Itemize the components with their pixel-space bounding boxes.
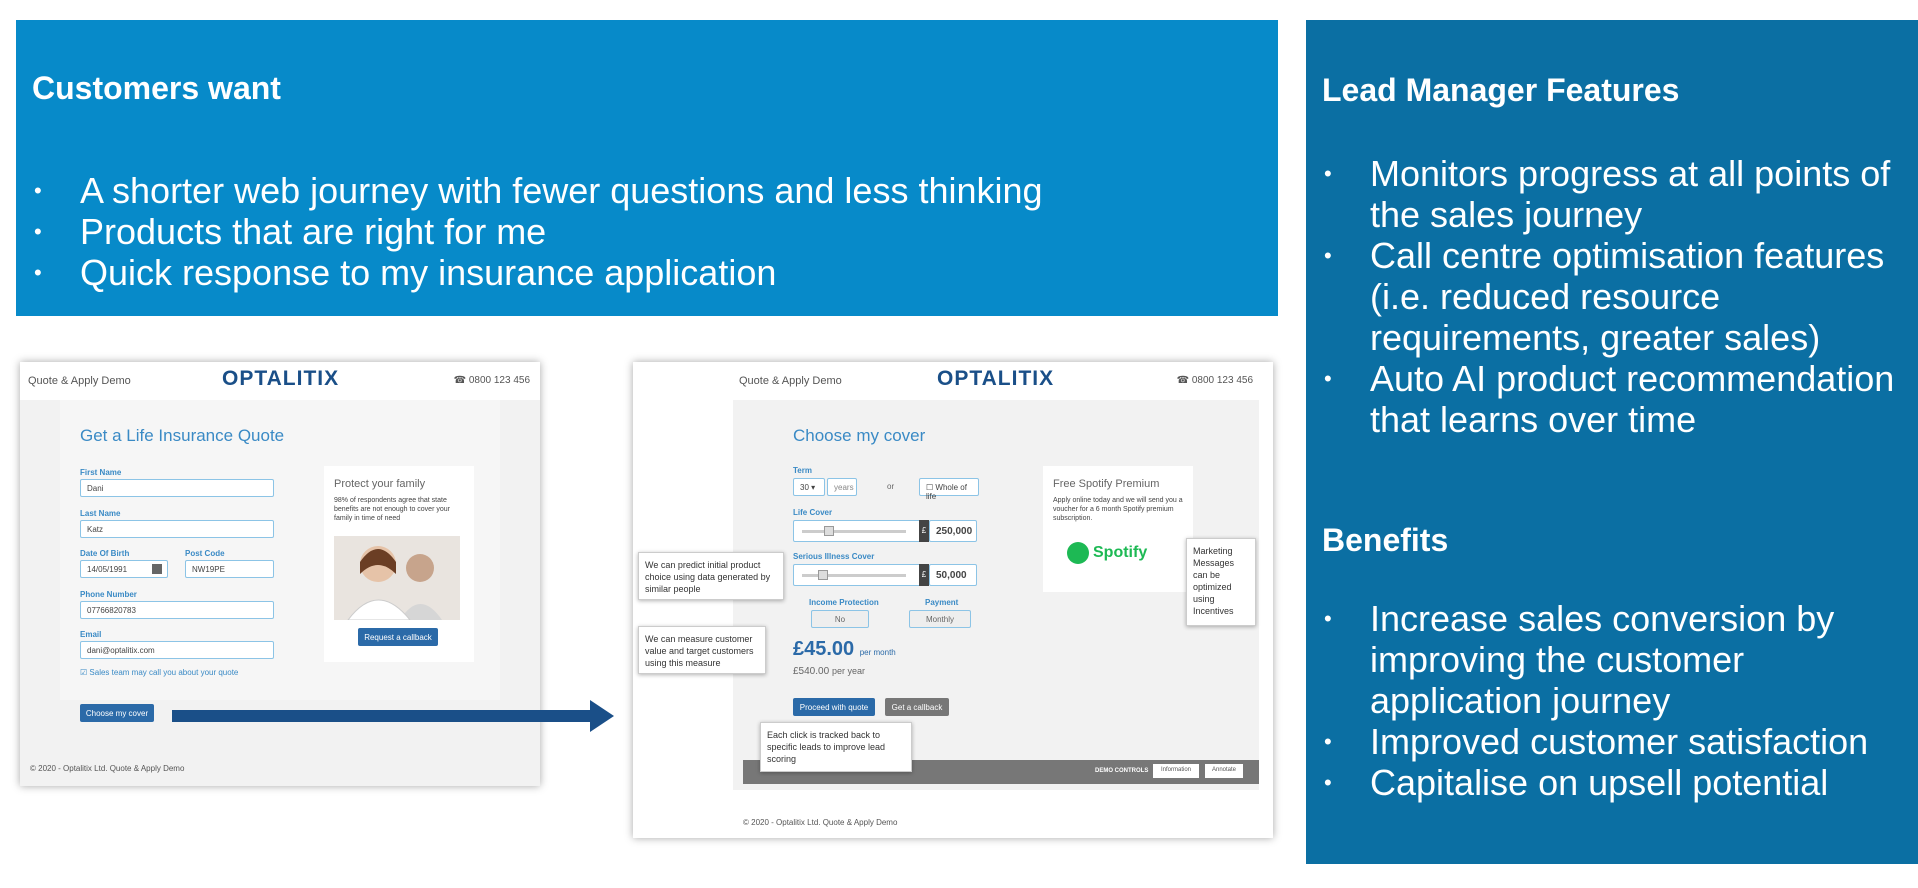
cover-title: Choose my cover xyxy=(793,426,926,445)
choose-cover-screenshot xyxy=(633,362,1273,838)
form-title: Get a Life Insurance Quote xyxy=(80,426,285,445)
choose-cover-button[interactable]: Choose my cover xyxy=(80,704,154,722)
benefits-title: Benefits xyxy=(1322,522,1449,558)
list-item: • Monitors progress at all points of the sales journey xyxy=(1324,153,1891,235)
email-field[interactable]: dani@optalitix.com xyxy=(80,641,274,659)
proceed-button[interactable]: Proceed with quote xyxy=(793,698,875,716)
payment-toggle[interactable]: Monthly xyxy=(909,610,971,628)
flow-arrow xyxy=(170,698,618,734)
screenshot-footer: © 2020 - Optalitix Ltd. Quote & Apply Demo xyxy=(30,764,185,773)
income-protection-toggle[interactable]: No xyxy=(811,610,869,628)
serious-illness-slider[interactable] xyxy=(793,564,923,586)
serious-illness-value[interactable]: 50,000 xyxy=(929,564,977,586)
optalitix-logo: OPTALITIX xyxy=(937,367,1055,390)
list-item: • Call centre optimisation features (i.e. reduced resource requirements, greater sales) xyxy=(1324,235,1885,358)
request-callback-button[interactable]: Request a callback xyxy=(358,628,438,646)
annotation-note-value: We can measure customer value and target customers using this measure xyxy=(638,626,766,674)
annotate-button[interactable]: Annotate xyxy=(1205,764,1243,778)
serious-illness-label: Serious Illness Cover xyxy=(793,552,875,561)
header-title: Quote & Apply Demo xyxy=(739,375,842,387)
postcode-field[interactable]: NW19PE xyxy=(185,560,274,578)
screenshot-header xyxy=(633,362,1273,400)
demo-controls-label: DEMO CONTROLS xyxy=(1095,768,1149,774)
phone-label: Phone Number xyxy=(80,590,137,599)
last-name-field[interactable]: Katz xyxy=(80,520,274,538)
call-centre-photo xyxy=(334,536,460,620)
lead-manager-panel xyxy=(1306,20,1918,864)
features-title: Lead Manager Features xyxy=(1322,72,1680,108)
slider-handle[interactable] xyxy=(824,526,834,536)
term-unit: years xyxy=(827,478,857,496)
customers-want-list xyxy=(32,170,1043,293)
first-name-field[interactable]: Dani xyxy=(80,479,274,497)
currency-label: £ xyxy=(919,564,929,586)
or-label: or xyxy=(887,482,895,491)
life-cover-value[interactable]: 250,000 xyxy=(929,520,977,542)
promo-title: Free Spotify Premium xyxy=(1053,478,1160,490)
promo-text: Apply online today and we will send you a voucher for a 6 month Spotify premium subscription. xyxy=(1053,497,1183,522)
annotation-note-tracking: Each click is tracked back to specific leads to improve lead scoring xyxy=(760,722,912,772)
email-label: Email xyxy=(80,630,102,639)
banner-title: Customers want xyxy=(32,70,281,106)
promo-text: 98% of respondents agree that state benefits are not enough to cover your family in time of need xyxy=(334,497,450,522)
currency-label: £ xyxy=(919,520,929,542)
slider-handle[interactable] xyxy=(818,570,828,580)
annotation-note-prediction: We can predict initial product choice using data generated by similar people xyxy=(638,552,784,600)
dob-label: Date Of Birth xyxy=(80,549,130,558)
term-label: Term xyxy=(793,466,812,475)
benefits-list xyxy=(1322,598,1912,803)
list-item: • A shorter web journey with fewer questions and less thinking xyxy=(34,170,1043,211)
dob-field[interactable]: 14/05/1991 xyxy=(80,560,168,578)
spotify-logo: Spotify xyxy=(1093,544,1148,561)
header-title: Quote & Apply Demo xyxy=(28,375,131,387)
monthly-price: £45.00 per month xyxy=(793,638,896,660)
get-callback-button[interactable]: Get a callback xyxy=(885,698,949,716)
screenshot-footer: © 2020 - Optalitix Ltd. Quote & Apply Demo xyxy=(743,818,898,827)
list-item: • Auto AI product recommendation that learns over time xyxy=(1324,358,1895,440)
life-cover-label: Life Cover xyxy=(793,508,833,517)
first-name-label: First Name xyxy=(80,468,122,477)
payment-label: Payment xyxy=(925,598,959,607)
promo-title: Protect your family xyxy=(334,478,426,490)
postcode-label: Post Code xyxy=(185,549,225,558)
consent-checkbox[interactable]: ☑ Sales team may call you about your quote xyxy=(80,668,239,677)
list-item: • Improved customer satisfaction xyxy=(1324,721,1869,762)
calendar-icon[interactable] xyxy=(152,564,162,574)
list-item: • Capitalise on upsell potential xyxy=(1324,762,1829,803)
yearly-price: £540.00 per year xyxy=(793,666,865,677)
header-phone: ☎ 0800 123 456 xyxy=(453,375,530,386)
optalitix-logo: OPTALITIX xyxy=(222,367,340,390)
features-list xyxy=(1322,153,1912,440)
life-cover-slider[interactable] xyxy=(793,520,923,542)
income-protection-label: Income Protection xyxy=(809,598,879,607)
spotify-icon xyxy=(1067,542,1089,564)
information-button[interactable]: Information xyxy=(1153,764,1199,778)
term-select[interactable]: 30 ▾ xyxy=(793,478,825,496)
whole-of-life-checkbox[interactable]: ☐ Whole of life xyxy=(919,478,979,496)
list-item: • Products that are right for me xyxy=(34,211,547,252)
customers-want-banner xyxy=(16,20,1278,316)
last-name-label: Last Name xyxy=(80,509,121,518)
header-phone: ☎ 0800 123 456 xyxy=(1176,375,1253,386)
phone-field[interactable]: 07766820783 xyxy=(80,601,274,619)
list-item: • Quick response to my insurance application xyxy=(34,252,777,293)
list-item: • Increase sales conversion by improving the customer application journey xyxy=(1324,598,1835,721)
annotation-note-marketing: Marketing Messages can be optimized using Incentives xyxy=(1186,538,1256,626)
screenshot-header xyxy=(20,362,540,400)
